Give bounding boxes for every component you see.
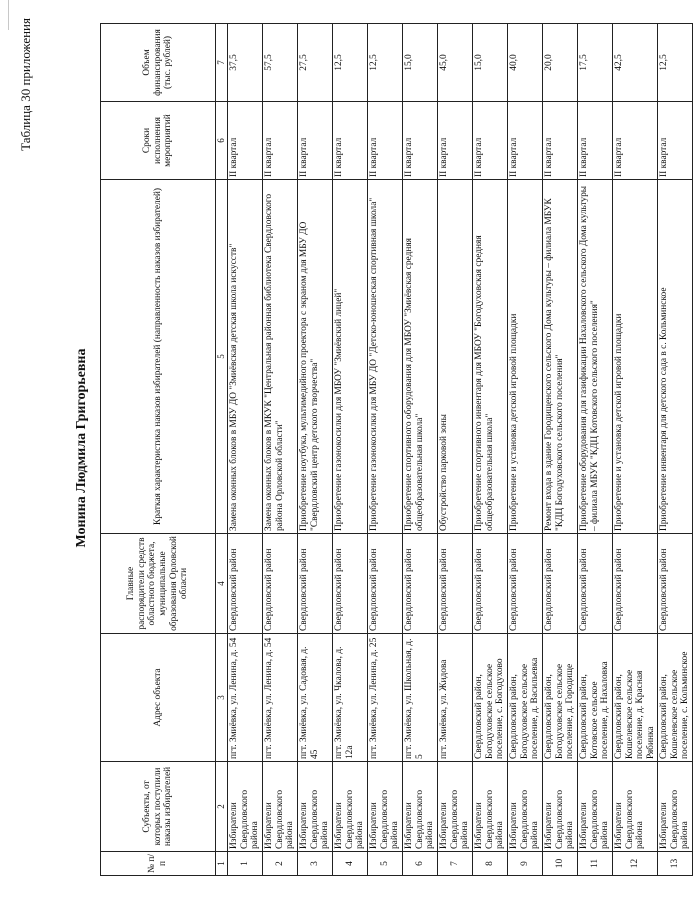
row-number: 6 bbox=[403, 852, 438, 876]
column-header-subject: Субъекты, от которых поступили наказы избирателей bbox=[101, 762, 216, 852]
row-subject: Избиратели Свердловского района bbox=[508, 762, 543, 852]
row-distributor: Свердловский район bbox=[263, 534, 298, 634]
row-distributor: Свердловский район bbox=[578, 534, 613, 634]
row-address: Свердловский район, Кошелевское сельское поселение, д. Красная Рябинка bbox=[613, 634, 658, 762]
row-distributor: Свердловский район bbox=[438, 534, 473, 634]
document-title: Монина Людмила Григорьевна bbox=[74, 348, 89, 548]
row-distributor: Свердловский район bbox=[333, 534, 368, 634]
column-header-distributor: Главные распорядители средств областного бюджета, муниципальные образования Орловской области bbox=[101, 534, 216, 634]
row-address: пгт. Змиёвка, ул. Жидова bbox=[438, 634, 473, 762]
row-amount: 27,5 bbox=[298, 24, 333, 102]
row-term: II квартал bbox=[508, 102, 543, 180]
row-subject: Избиратели Свердловского района bbox=[613, 762, 658, 852]
row-term: II квартал bbox=[333, 102, 368, 180]
table-row bbox=[578, 24, 613, 876]
row-address: пгт. Змиёвка, ул. Ленина, д. 54 bbox=[228, 634, 263, 762]
column-header-amount: Объем финансирования (тыс. рублей) bbox=[101, 24, 216, 102]
row-number: 3 bbox=[298, 852, 333, 876]
row-term: II квартал bbox=[298, 102, 333, 180]
row-number: 1 bbox=[228, 852, 263, 876]
table-row bbox=[368, 24, 403, 876]
row-term: II квартал bbox=[438, 102, 473, 180]
row-distributor: Свердловский район bbox=[613, 534, 658, 634]
row-description: Приобретение ноутбука, мультимедийного проектора с экраном для МБУ ДО "Свердловский центр детского творчества" bbox=[298, 180, 333, 534]
table-row bbox=[263, 24, 298, 876]
row-number: 4 bbox=[333, 852, 368, 876]
row-number: 12 bbox=[613, 852, 658, 876]
row-distributor: Свердловский район bbox=[543, 534, 578, 634]
row-distributor: Свердловский район bbox=[403, 534, 438, 634]
row-subject: Избиратели Свердловского района bbox=[333, 762, 368, 852]
row-term: II квартал bbox=[368, 102, 403, 180]
column-number-row bbox=[216, 24, 228, 876]
table-row bbox=[508, 24, 543, 876]
table-row bbox=[543, 24, 578, 876]
row-amount: 20,0 bbox=[543, 24, 578, 102]
column-number: 1 bbox=[216, 852, 228, 876]
row-term: II квартал bbox=[263, 102, 298, 180]
row-distributor: Свердловский район bbox=[658, 534, 693, 634]
row-term: II квартал bbox=[228, 102, 263, 180]
row-distributor: Свердловский район bbox=[473, 534, 508, 634]
row-number: 11 bbox=[578, 852, 613, 876]
row-amount: 40,0 bbox=[508, 24, 543, 102]
row-subject: Избиратели Свердловского района bbox=[368, 762, 403, 852]
row-amount: 45,0 bbox=[438, 24, 473, 102]
row-amount: 15,0 bbox=[473, 24, 508, 102]
table-caption: Таблица 30 приложения bbox=[18, 18, 33, 151]
column-header-description: Краткая характеристика наказов избирателей (направленность наказов избирателей) bbox=[101, 180, 216, 534]
table-row bbox=[473, 24, 508, 876]
row-description: Приобретение инвентаря для детского сада в с. Кольминское bbox=[658, 180, 693, 534]
row-description: Приобретение газонокосилки для МБОУ "Змиёвский лицей" bbox=[333, 180, 368, 534]
row-description: Приобретение спортивного оборудования для МБОУ "Змиёвская средняя общеобразовательная школа" bbox=[403, 180, 438, 534]
row-amount: 15,0 bbox=[403, 24, 438, 102]
table-body bbox=[228, 24, 693, 876]
row-number: 2 bbox=[263, 852, 298, 876]
row-amount: 12,5 bbox=[368, 24, 403, 102]
row-distributor: Свердловский район bbox=[508, 534, 543, 634]
row-address: пгт. Змиёвка, ул. Школьная, д. 5 bbox=[403, 634, 438, 762]
row-amount: 42,5 bbox=[613, 24, 658, 102]
row-term: II квартал bbox=[473, 102, 508, 180]
row-term: II квартал bbox=[403, 102, 438, 180]
row-subject: Избиратели Свердловского района bbox=[438, 762, 473, 852]
row-amount: 12,5 bbox=[658, 24, 693, 102]
column-number: 6 bbox=[216, 102, 228, 180]
row-description: Приобретение и установка детской игровой площадки bbox=[613, 180, 658, 534]
row-number: 9 bbox=[508, 852, 543, 876]
row-description: Замена оконных блоков в МБУ ДО "Змиёвская детская школа искусств" bbox=[228, 180, 263, 534]
row-amount: 12,5 bbox=[333, 24, 368, 102]
row-amount: 37,5 bbox=[228, 24, 263, 102]
table-row bbox=[403, 24, 438, 876]
table-row bbox=[613, 24, 658, 876]
column-number: 3 bbox=[216, 634, 228, 762]
row-address: Свердловский район, Богодуховское сельское поселение, д. Городище bbox=[543, 634, 578, 762]
row-subject: Избиратели Свердловского района bbox=[403, 762, 438, 852]
row-amount: 57,5 bbox=[263, 24, 298, 102]
row-subject: Избиратели Свердловского района bbox=[263, 762, 298, 852]
column-number: 7 bbox=[216, 24, 228, 102]
column-header-term: Сроки исполнения мероприятий bbox=[101, 102, 216, 180]
row-distributor: Свердловский район bbox=[228, 534, 263, 634]
scan-artifact-line bbox=[8, 0, 9, 30]
row-term: II квартал bbox=[543, 102, 578, 180]
rotated-page bbox=[18, 18, 691, 878]
row-address: Свердловский район, Кошелевское сельское поселение, с. Кольминское bbox=[658, 634, 693, 762]
row-description: Замена оконных блоков в МКУК "Центральная районная библиотека Свердловского района Орловской области" bbox=[263, 180, 298, 534]
row-address: Свердловский район, Богодуховское сельское поселение, с. Богодухово bbox=[473, 634, 508, 762]
row-number: 8 bbox=[473, 852, 508, 876]
row-distributor: Свердловский район bbox=[368, 534, 403, 634]
row-address: Свердловский район, Котовское сельское поселение, д. Нахаловка bbox=[578, 634, 613, 762]
table-row bbox=[228, 24, 263, 876]
row-subject: Избиратели Свердловского района bbox=[298, 762, 333, 852]
row-address: Свердловский район, Богодуховское сельское поселение, д. Васильевка bbox=[508, 634, 543, 762]
row-address: пгт. Змиёвка, ул. Ленина, д. 54 bbox=[263, 634, 298, 762]
table-header-row bbox=[101, 24, 216, 876]
table-row bbox=[658, 24, 693, 876]
column-header-number: № п/п bbox=[101, 852, 216, 876]
row-description: Приобретение оборудования для газификации Нахаловского сельского Дома культуры – филиала МБУК "КДЦ Котовского сельского поселения" bbox=[578, 180, 613, 534]
row-description: Приобретение спортивного инвентаря для МБОУ "Богодуховская средняя общеобразовательная школа" bbox=[473, 180, 508, 534]
row-number: 7 bbox=[438, 852, 473, 876]
row-address: пгт. Змиёвка, ул. Чкалова, д. 12а bbox=[333, 634, 368, 762]
row-distributor: Свердловский район bbox=[298, 534, 333, 634]
table-row bbox=[438, 24, 473, 876]
row-number: 5 bbox=[368, 852, 403, 876]
column-number: 4 bbox=[216, 534, 228, 634]
row-subject: Избиратели Свердловского района bbox=[473, 762, 508, 852]
row-address: пгт. Змиёвка, ул. Ленина, д. 25 bbox=[368, 634, 403, 762]
row-term: II квартал bbox=[613, 102, 658, 180]
orders-table bbox=[100, 23, 693, 876]
row-subject: Избиратели Свердловского района bbox=[578, 762, 613, 852]
row-description: Приобретение и установка детской игровой площадки bbox=[508, 180, 543, 534]
row-subject: Избиратели Свердловского района bbox=[658, 762, 693, 852]
row-term: II квартал bbox=[578, 102, 613, 180]
row-number: 10 bbox=[543, 852, 578, 876]
row-address: пгт. Змиёвка, ул. Садовая, д. 45 bbox=[298, 634, 333, 762]
row-term: II квартал bbox=[658, 102, 693, 180]
row-description: Обустройство парковой зоны bbox=[438, 180, 473, 534]
row-subject: Избиратели Свердловского района bbox=[543, 762, 578, 852]
column-header-address: Адрес объекта bbox=[101, 634, 216, 762]
row-subject: Избиратели Свердловского района bbox=[228, 762, 263, 852]
row-amount: 17,5 bbox=[578, 24, 613, 102]
column-number: 5 bbox=[216, 180, 228, 534]
column-number: 2 bbox=[216, 762, 228, 852]
table-row bbox=[333, 24, 368, 876]
table-row bbox=[298, 24, 333, 876]
row-description: Приобретение газонокосилки для МБУ ДО "Детско-юношеская спортивная школа" bbox=[368, 180, 403, 534]
row-description: Ремонт входа в здание Городищенского сельского Дома культуры – филиала МБУК "КДЦ Богодуховского сельского поселения" bbox=[543, 180, 578, 534]
row-number: 13 bbox=[658, 852, 693, 876]
